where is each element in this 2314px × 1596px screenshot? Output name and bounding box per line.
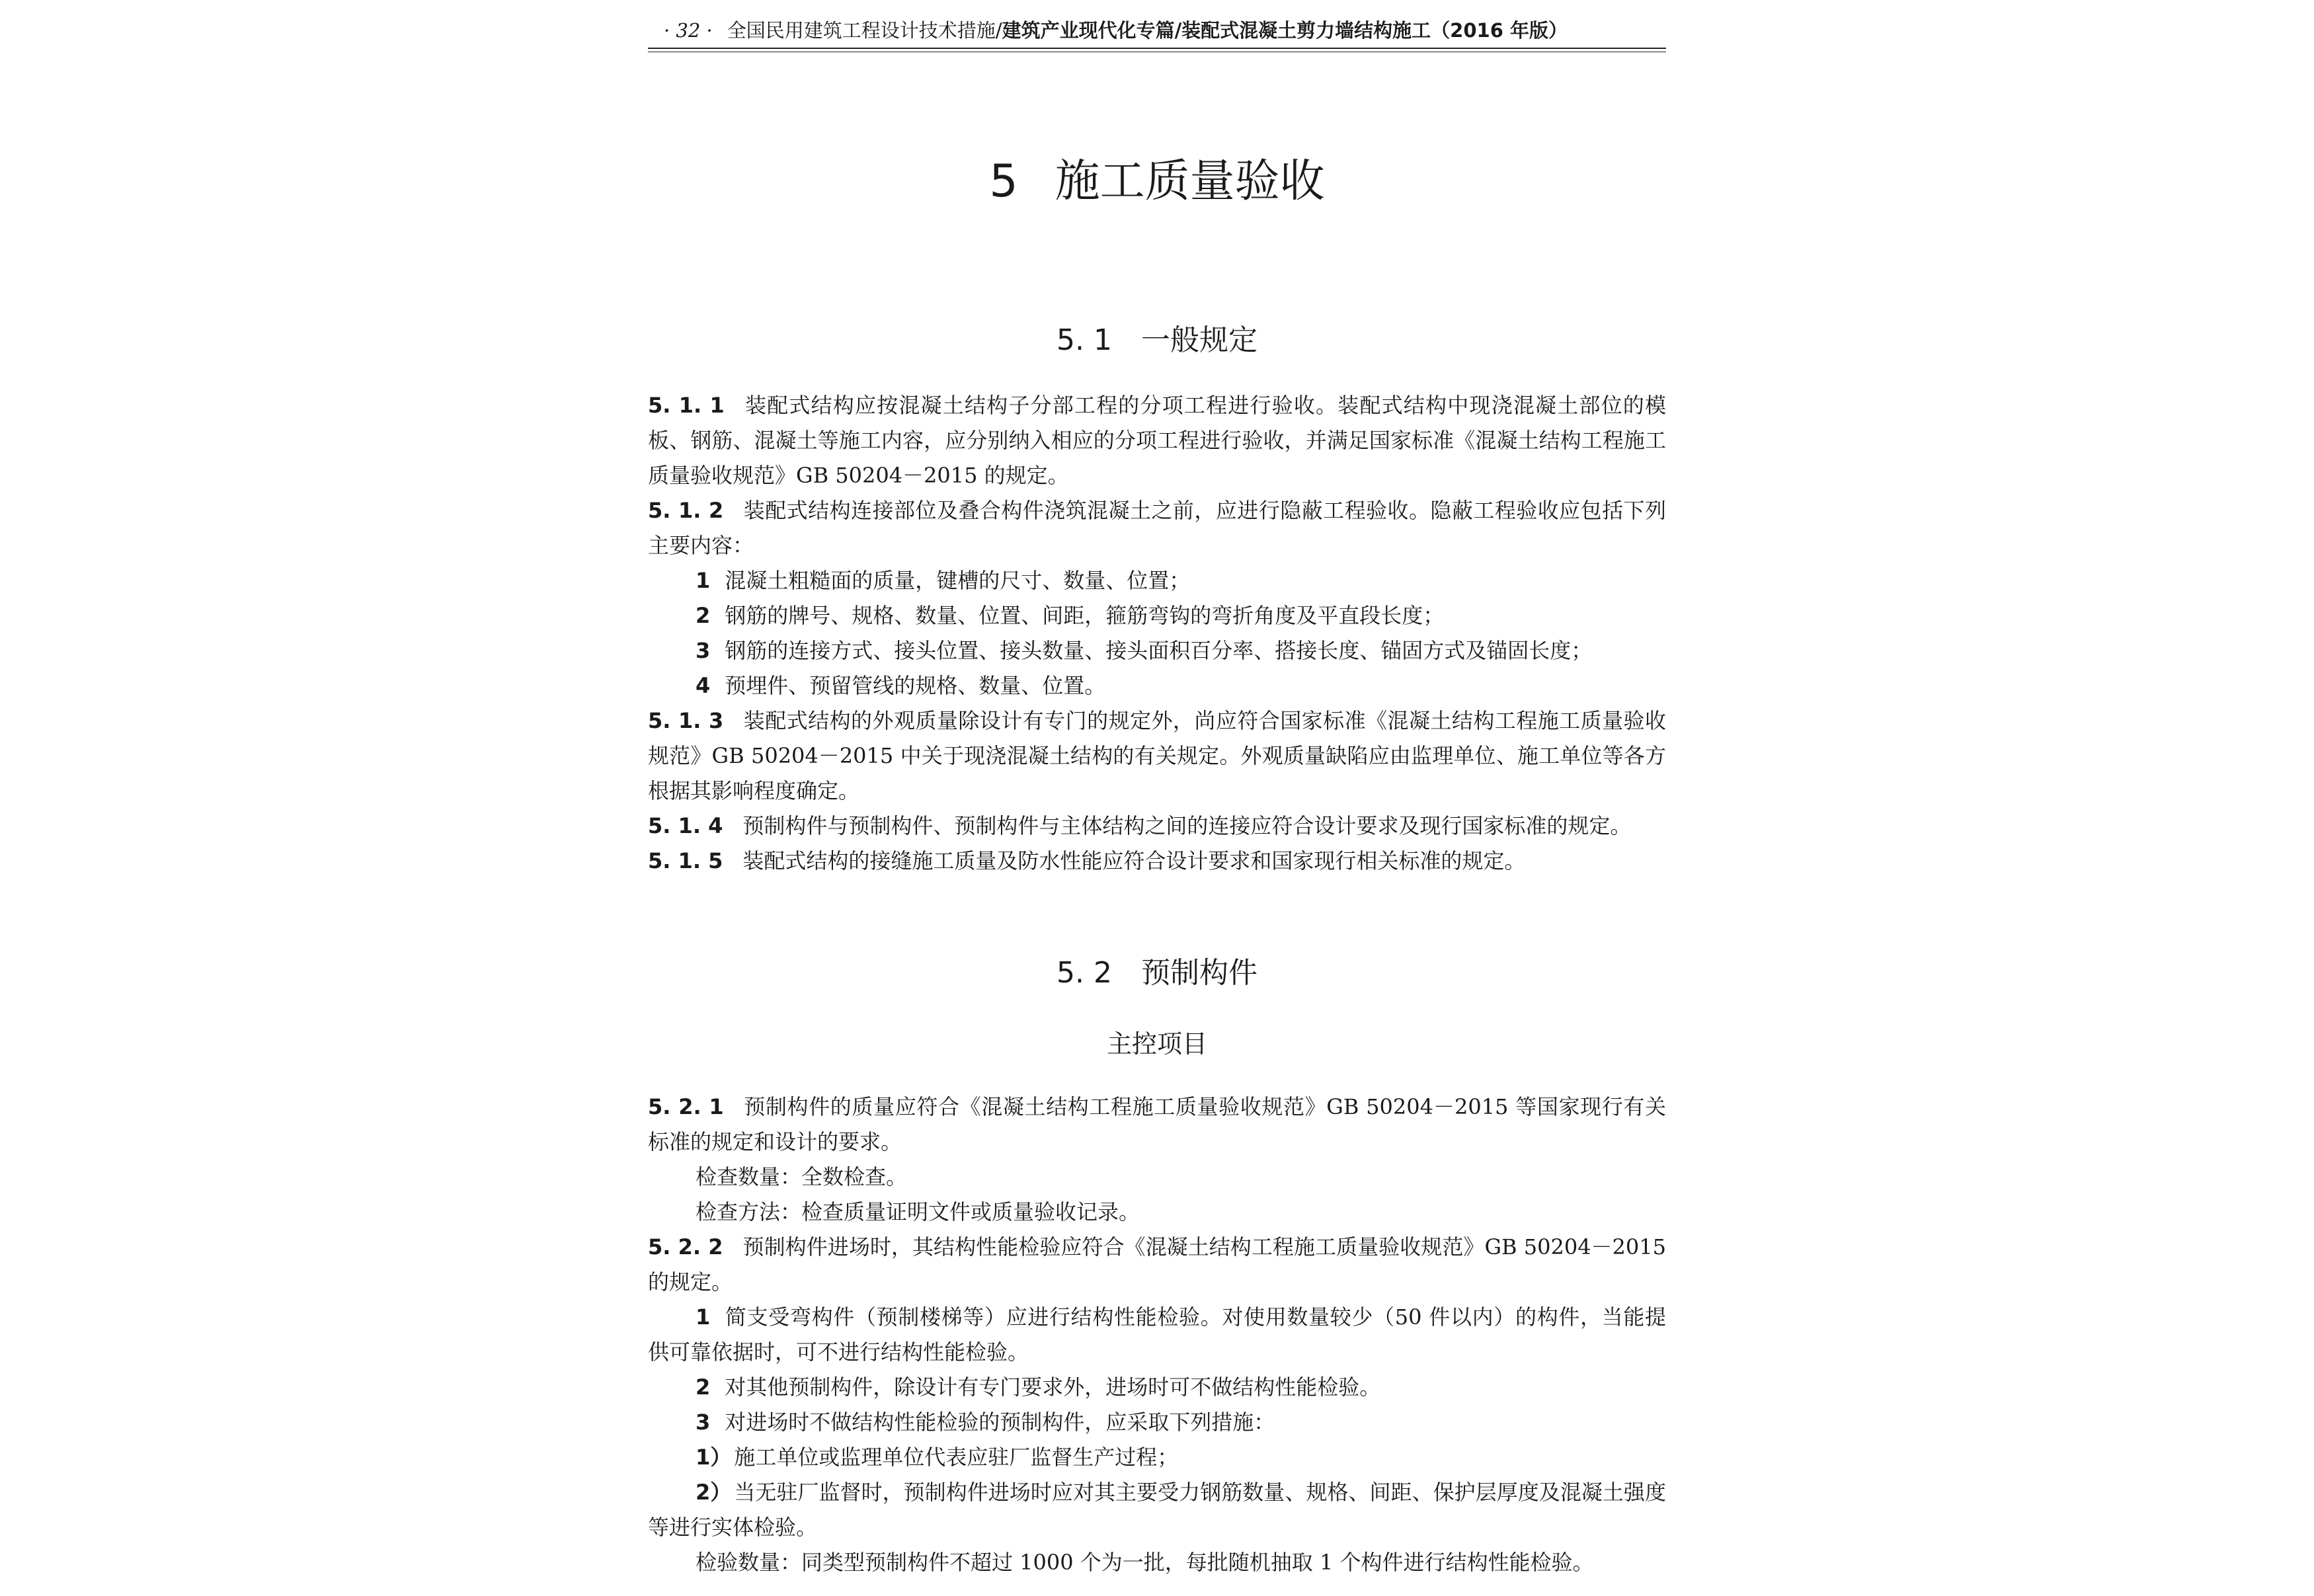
section-5-2-body [648, 1090, 1666, 1580]
section-title-text: 一般规定 [1140, 323, 1257, 357]
clause-text: 装配式结构连接部位及叠合构件浇筑混凝土之前，应进行隐蔽工程验收。隐蔽工程验收应包括下列主要内容： [648, 498, 1666, 558]
list-item [648, 1370, 1666, 1405]
item-number: 1 [696, 568, 711, 593]
clause-text: 预制构件进场时，其结构性能检验应符合《混凝土结构工程施工质量验收规范》GB 50204－2015 的规定。 [648, 1234, 1666, 1295]
clause-5-2-2 [648, 1230, 1666, 1300]
chapter-title-text: 施工质量验收 [1055, 155, 1325, 208]
item-text: 钢筋的连接方式、接头位置、接头数量、接头面积百分率、搭接长度、锚固方式及锚固长度； [725, 638, 1593, 663]
inspection-quantity: 检查数量：全数检查。 [696, 1164, 908, 1189]
header-part: 建筑产业现代化专篇/ [1002, 19, 1182, 42]
item-text: 施工单位或监理单位代表应驻厂监督生产过程； [734, 1445, 1179, 1470]
clause-text: 装配式结构应按混凝土结构子分部工程的分项工程进行验收。装配式结构中现浇混凝土部位的模板、钢筋、混凝土等施工内容，应分别纳入相应的分项工程进行验收，并满足国家标准《混凝土结构工程施工质量验收规范》GB 50204－2015 的规定。 [648, 393, 1666, 488]
item-number: 2 [696, 1375, 711, 1400]
item-text: 混凝土粗糙面的质量，键槽的尺寸、数量、位置； [725, 568, 1191, 593]
item-number: 2 [696, 603, 711, 628]
item-number: 3 [696, 1410, 711, 1435]
item-text: 预埋件、预留管线的规格、数量、位置。 [725, 673, 1106, 698]
clause-text: 装配式结构的接缝施工质量及防水性能应符合设计要求和国家现行相关标准的规定。 [742, 848, 1526, 873]
item-number: 3 [696, 638, 711, 663]
page-number: · 32 · [664, 19, 713, 42]
document-page [648, 0, 1666, 1596]
section-title-5-1 [648, 316, 1666, 358]
section-title-5-2 [648, 949, 1666, 991]
clause-text: 预制构件与预制构件、预制构件与主体结构之间的连接应符合设计要求及现行国家标准的规定。 [742, 813, 1632, 838]
section-number: 5. 2 [1057, 956, 1112, 990]
header-series: 全国民用建筑工程设计技术措施/ [727, 19, 1002, 42]
section-title-text: 预制构件 [1140, 956, 1257, 990]
clause-5-1-3 [648, 703, 1666, 809]
clause-number: 5. 2. 2 [648, 1234, 723, 1259]
clause-5-2-1 [648, 1090, 1666, 1160]
chapter-title [648, 145, 1666, 210]
header-title: 装配式混凝土剪力墙结构施工（2016 年版） [1181, 19, 1568, 42]
list-item [648, 1300, 1666, 1370]
item-text: 对进场时不做结构性能检验的预制构件，应采取下列措施： [725, 1410, 1275, 1435]
clause-number: 5. 1. 1 [648, 393, 725, 418]
inspection-quantity: 检验数量：同类型预制构件不超过 1000 个为一批，每批随机抽取 1 个构件进行结构性能检验。 [696, 1550, 1594, 1575]
item-number: 1） [696, 1445, 732, 1470]
list-item [648, 633, 1666, 668]
list-item [648, 563, 1666, 598]
clause-number: 5. 2. 1 [648, 1094, 724, 1119]
clause-number: 5. 1. 4 [648, 813, 723, 838]
chapter-number: 5 [989, 155, 1018, 208]
clause-5-1-1 [648, 388, 1666, 493]
subsection-title: 主控项目 [1106, 1029, 1207, 1058]
clause-number: 5. 1. 5 [648, 848, 723, 873]
item-text: 钢筋的牌号、规格、数量、位置、间距，箍筋弯钩的弯折角度及平直段长度； [725, 603, 1445, 628]
clause-number: 5. 1. 2 [648, 498, 724, 523]
section-number: 5. 1 [1057, 323, 1112, 357]
item-text: 简支受弯构件（预制楼梯等）应进行结构性能检验。对使用数量较少（50 件以内）的构件，当能提供可靠依据时，可不进行结构性能检验。 [648, 1304, 1666, 1365]
clause-5-1-5 [648, 844, 1666, 879]
item-text: 当无驻厂监督时，预制构件进场时应对其主要受力钢筋数量、规格、间距、保护层厚度及混凝土强度等进行实体检验。 [648, 1480, 1666, 1540]
clause-text: 预制构件的质量应符合《混凝土结构工程施工质量验收规范》GB 50204－2015 等国家现行有关标准的规定和设计的要求。 [648, 1094, 1666, 1154]
item-number: 1 [696, 1304, 711, 1330]
list-item [648, 598, 1666, 633]
running-header [648, 16, 1666, 42]
sub-list-item [648, 1475, 1666, 1545]
inspection-method: 检查方法：检查质量证明文件或质量验收记录。 [696, 1199, 1140, 1224]
sub-list-item [648, 1440, 1666, 1475]
header-rule-thick [648, 48, 1666, 49]
list-item [648, 1405, 1666, 1440]
list-item [648, 668, 1666, 703]
clause-number: 5. 1. 3 [648, 708, 724, 733]
clause-text: 装配式结构的外观质量除设计有专门的规定外，尚应符合国家标准《混凝土结构工程施工质量验收规范》GB 50204－2015 中关于现浇混凝土结构的有关规定。外观质量缺陷应由监理单位、施工单位等各方根据其影响程度确定。 [648, 708, 1666, 803]
item-text: 对其他预制构件，除设计有专门要求外，进场时可不做结构性能检验。 [725, 1375, 1381, 1400]
item-number: 4 [696, 673, 711, 698]
clause-5-1-4 [648, 809, 1666, 844]
clause-5-1-2 [648, 493, 1666, 563]
section-5-1-body [648, 388, 1666, 879]
item-number: 2） [696, 1480, 732, 1505]
